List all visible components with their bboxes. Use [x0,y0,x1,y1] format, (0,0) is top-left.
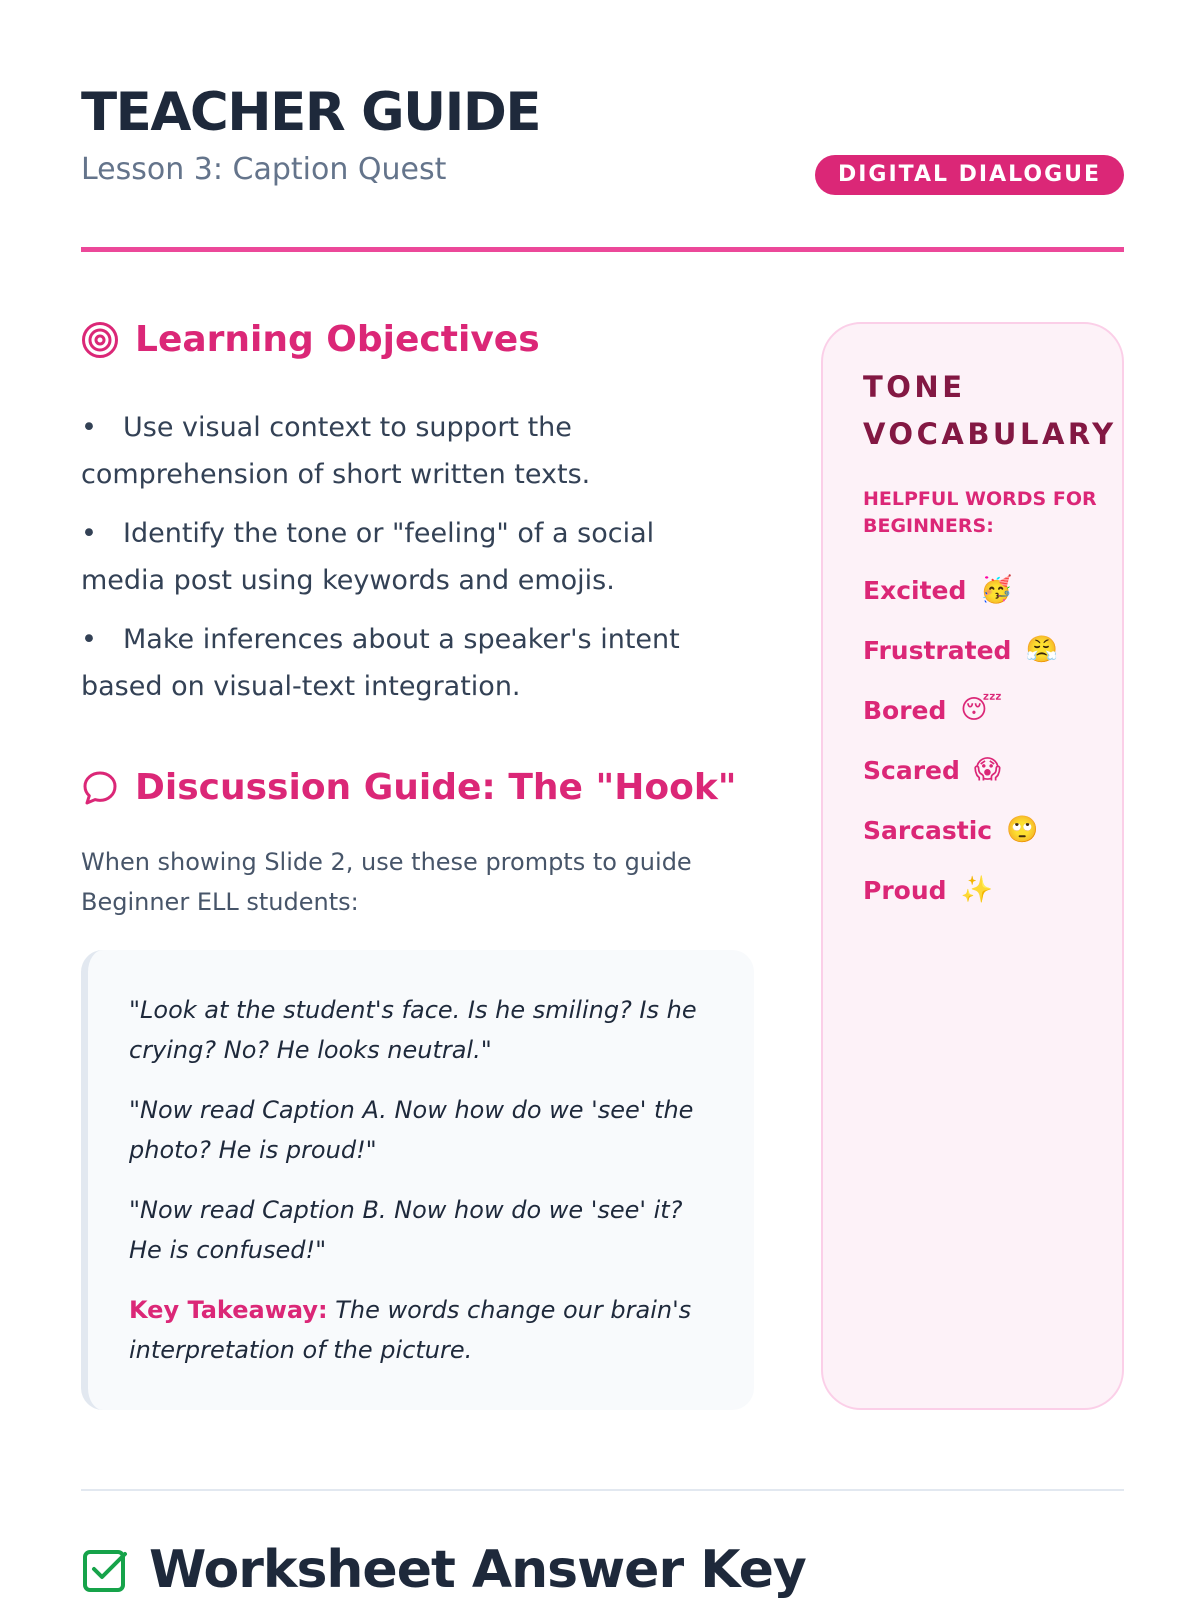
objectives-heading-text: Learning Objectives [135,319,540,360]
key-takeaway [129,1290,714,1370]
sleeping-face-icon: 😴 [960,695,1003,725]
discussion-prompt: "Look at the student's face. Is he smiling? Is he crying? No? He looks neutral." [129,996,697,1064]
section-divider [81,1489,1124,1491]
eye-roll-face-icon: 🙄 [1006,815,1039,845]
objective-item: • Use visual context to support the comprehension of short written texts. [81,412,591,490]
discussion-intro: When showing Slide 2, use these prompts to guide Beginner ELL students: [81,848,692,916]
discussion-prompt: "Now read Caption B. Now how do we 'see' it? He is confused!" [129,1196,683,1264]
answer-key-heading [81,1540,806,1600]
sparkles-icon: ✨ [960,875,993,905]
huffing-face-icon: 😤 [1025,635,1058,665]
discussion-heading-text: Discussion Guide: The "Hook" [135,767,737,808]
objective-item: • Make inferences about a speaker's intent based on visual-text integration. [81,624,680,702]
discussion-heading [81,766,737,810]
tone-vocabulary-card [821,322,1124,1410]
discussion-prompt: "Now read Caption A. Now how do we 'see' the photo? He is proud!" [129,1096,694,1164]
vocab-word-excited: Excited 🥳 [863,575,1013,605]
speech-bubble-icon [81,769,119,807]
answer-key-heading-text: Worksheet Answer Key [149,1540,806,1600]
vocab-word-frustrated: Frustrated 😤 [863,635,1058,665]
prompt-box [81,950,754,1410]
objectives-list [81,404,741,722]
target-icon [81,321,119,359]
objectives-heading [81,318,540,362]
vocab-subtitle: HELPFUL WORDS FOR BEGINNERS: [863,488,1097,537]
vocab-word-scared: Scared 😱 [863,755,1001,785]
vocab-word-sarcastic: Sarcastic 🙄 [863,815,1039,845]
series-badge: DIGITAL DIALOGUE [815,155,1124,195]
partying-face-icon: 🥳 [980,575,1013,605]
takeaway-label: Key Takeaway: [129,1296,328,1324]
page-title: TEACHER GUIDE [81,82,541,143]
takeaway-text: The words change our brain's interpretation of the picture. [129,1296,692,1364]
checkbox-icon [81,1546,129,1594]
screaming-face-icon: 😱 [973,755,1001,785]
lesson-subtitle: Lesson 3: Caption Quest [81,152,447,187]
objective-item: • Identify the tone or "feeling" of a social media post using keywords and emojis. [81,518,655,596]
vocab-title: TONE VOCABULARY [863,370,1117,451]
vocab-word-bored: Bored 😴 [863,695,1003,725]
vocab-list [863,560,1122,920]
vocab-word-proud: Proud ✨ [863,875,993,905]
header-divider [81,247,1124,252]
